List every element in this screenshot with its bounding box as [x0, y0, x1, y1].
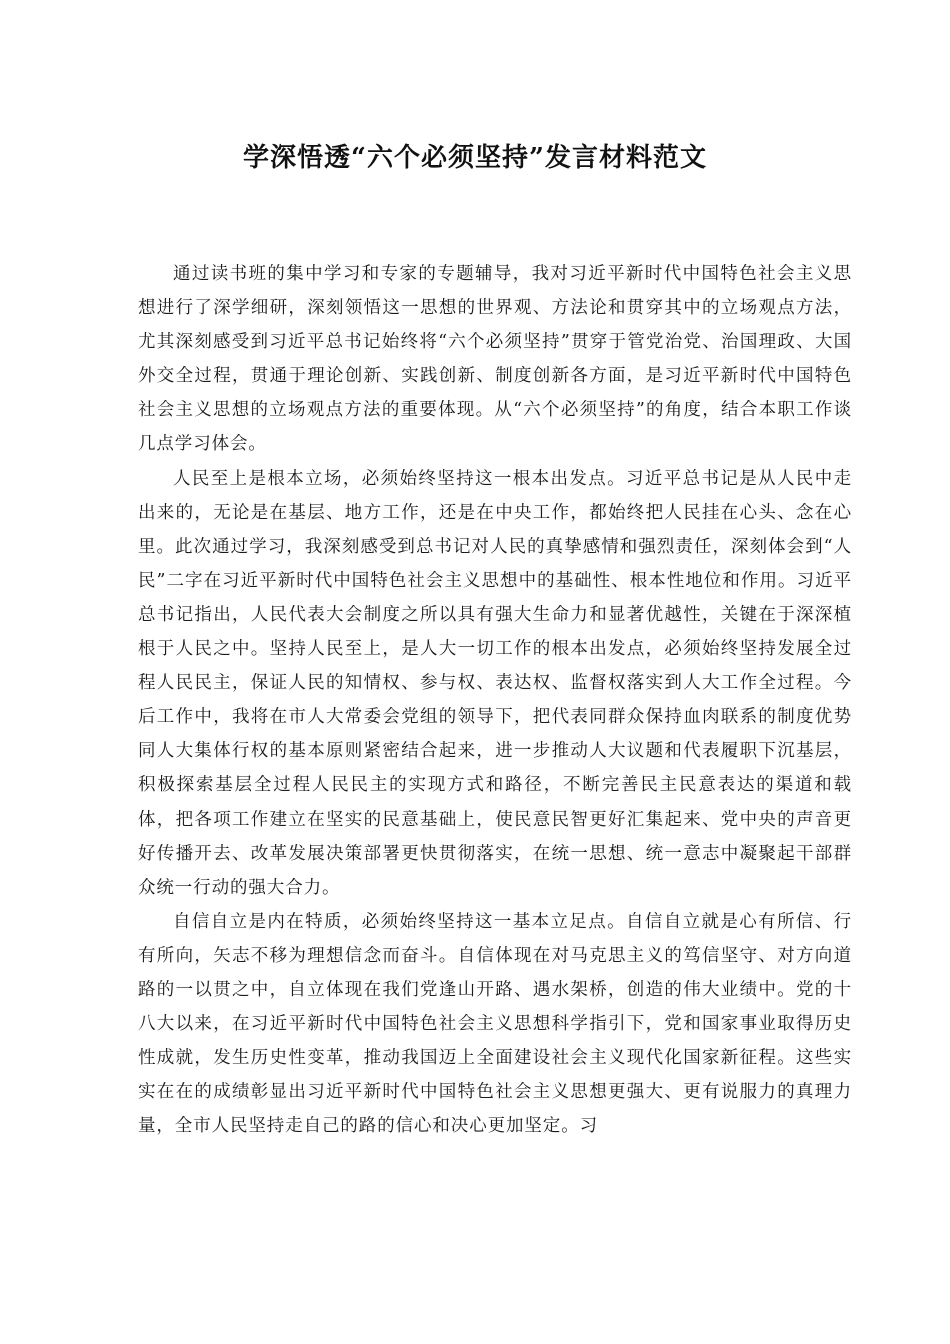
paragraph-intro: 通过读书班的集中学习和专家的专题辅导，我对习近平新时代中国特色社会主义思想进行了深学细研，深刻领悟这一思想的世界观、方法论和贯穿其中的立场观点方法，尤其深刻感受到习近平总书记始终将“六个必须坚持”贯穿于管党治党、治国理政、大国外交全过程，贯通于理论创新、实践创新、制度创新各方面，是习近平新时代中国特色社会主义思想的立场观点方法的重要体现。从“六个必须坚持”的角度，结合本职工作谈几点学习体会。 — [138, 264, 852, 455]
document-body — [138, 257, 852, 1143]
paragraph-people-first: 人民至上是根本立场，必须始终坚持这一根本出发点。习近平总书记是从人民中走出来的，无论是在基层、地方工作，还是在中央工作，都始终把人民挂在心头、念在心里。此次通过学习，我深刻感受到总书记对人民的真挚感情和强烈责任，深刻体会到“人民”二字在习近平新时代中国特色社会主义思想中的基础性、根本性地位和作用。习近平总书记指出，人民代表大会制度之所以具有强大生命力和显著优越性，关键在于深深植根于人民之中。坚持人民至上，是人大一切工作的根本出发点，必须始终坚持发展全过程人民民主，保证人民的知情权、参与权、表达权、监督权落实到人大工作全过程。今后工作中，我将在市人大常委会党组的领导下，把代表同群众保持血肉联系的制度优势同人大集体行权的基本原则紧密结合起来，进一步推动人大议题和代表履职下沉基层，积极探索基层全过程人民民主的实现方式和路径，不断完善民主民意表达的渠道和载体，把各项工作建立在坚实的民意基础上，使民意民智更好汇集起来、党中央的声音更好传播开去、改革发展决策部署更快贯彻落实，在统一思想、统一意志中凝聚起干部群众统一行动的强大合力。 — [138, 468, 852, 898]
paragraph-self-confidence: 自信自立是内在特质，必须始终坚持这一基本立足点。自信自立就是心有所信、行有所向，矢志不移为理想信念而奋斗。自信体现在对马克思主义的笃信坚守、对方向道路的一以贯之中，自立体现在我们党逢山开路、遇水架桥，创造的伟大业绩中。党的十八大以来，在习近平新时代中国特色社会主义思想科学指引下，党和国家事业取得历史性成就，发生历史性变革，推动我国迈上全面建设社会主义现代化国家新征程。这些实实在在的成绩彰显出习近平新时代中国特色社会主义思想更强大、更有说服力的真理力量，全市人民坚持走自己的路的信心和决心更加坚定。习 — [138, 911, 852, 1137]
document-title: 学深悟透“六个必须坚持”发言材料范文 — [243, 143, 707, 173]
